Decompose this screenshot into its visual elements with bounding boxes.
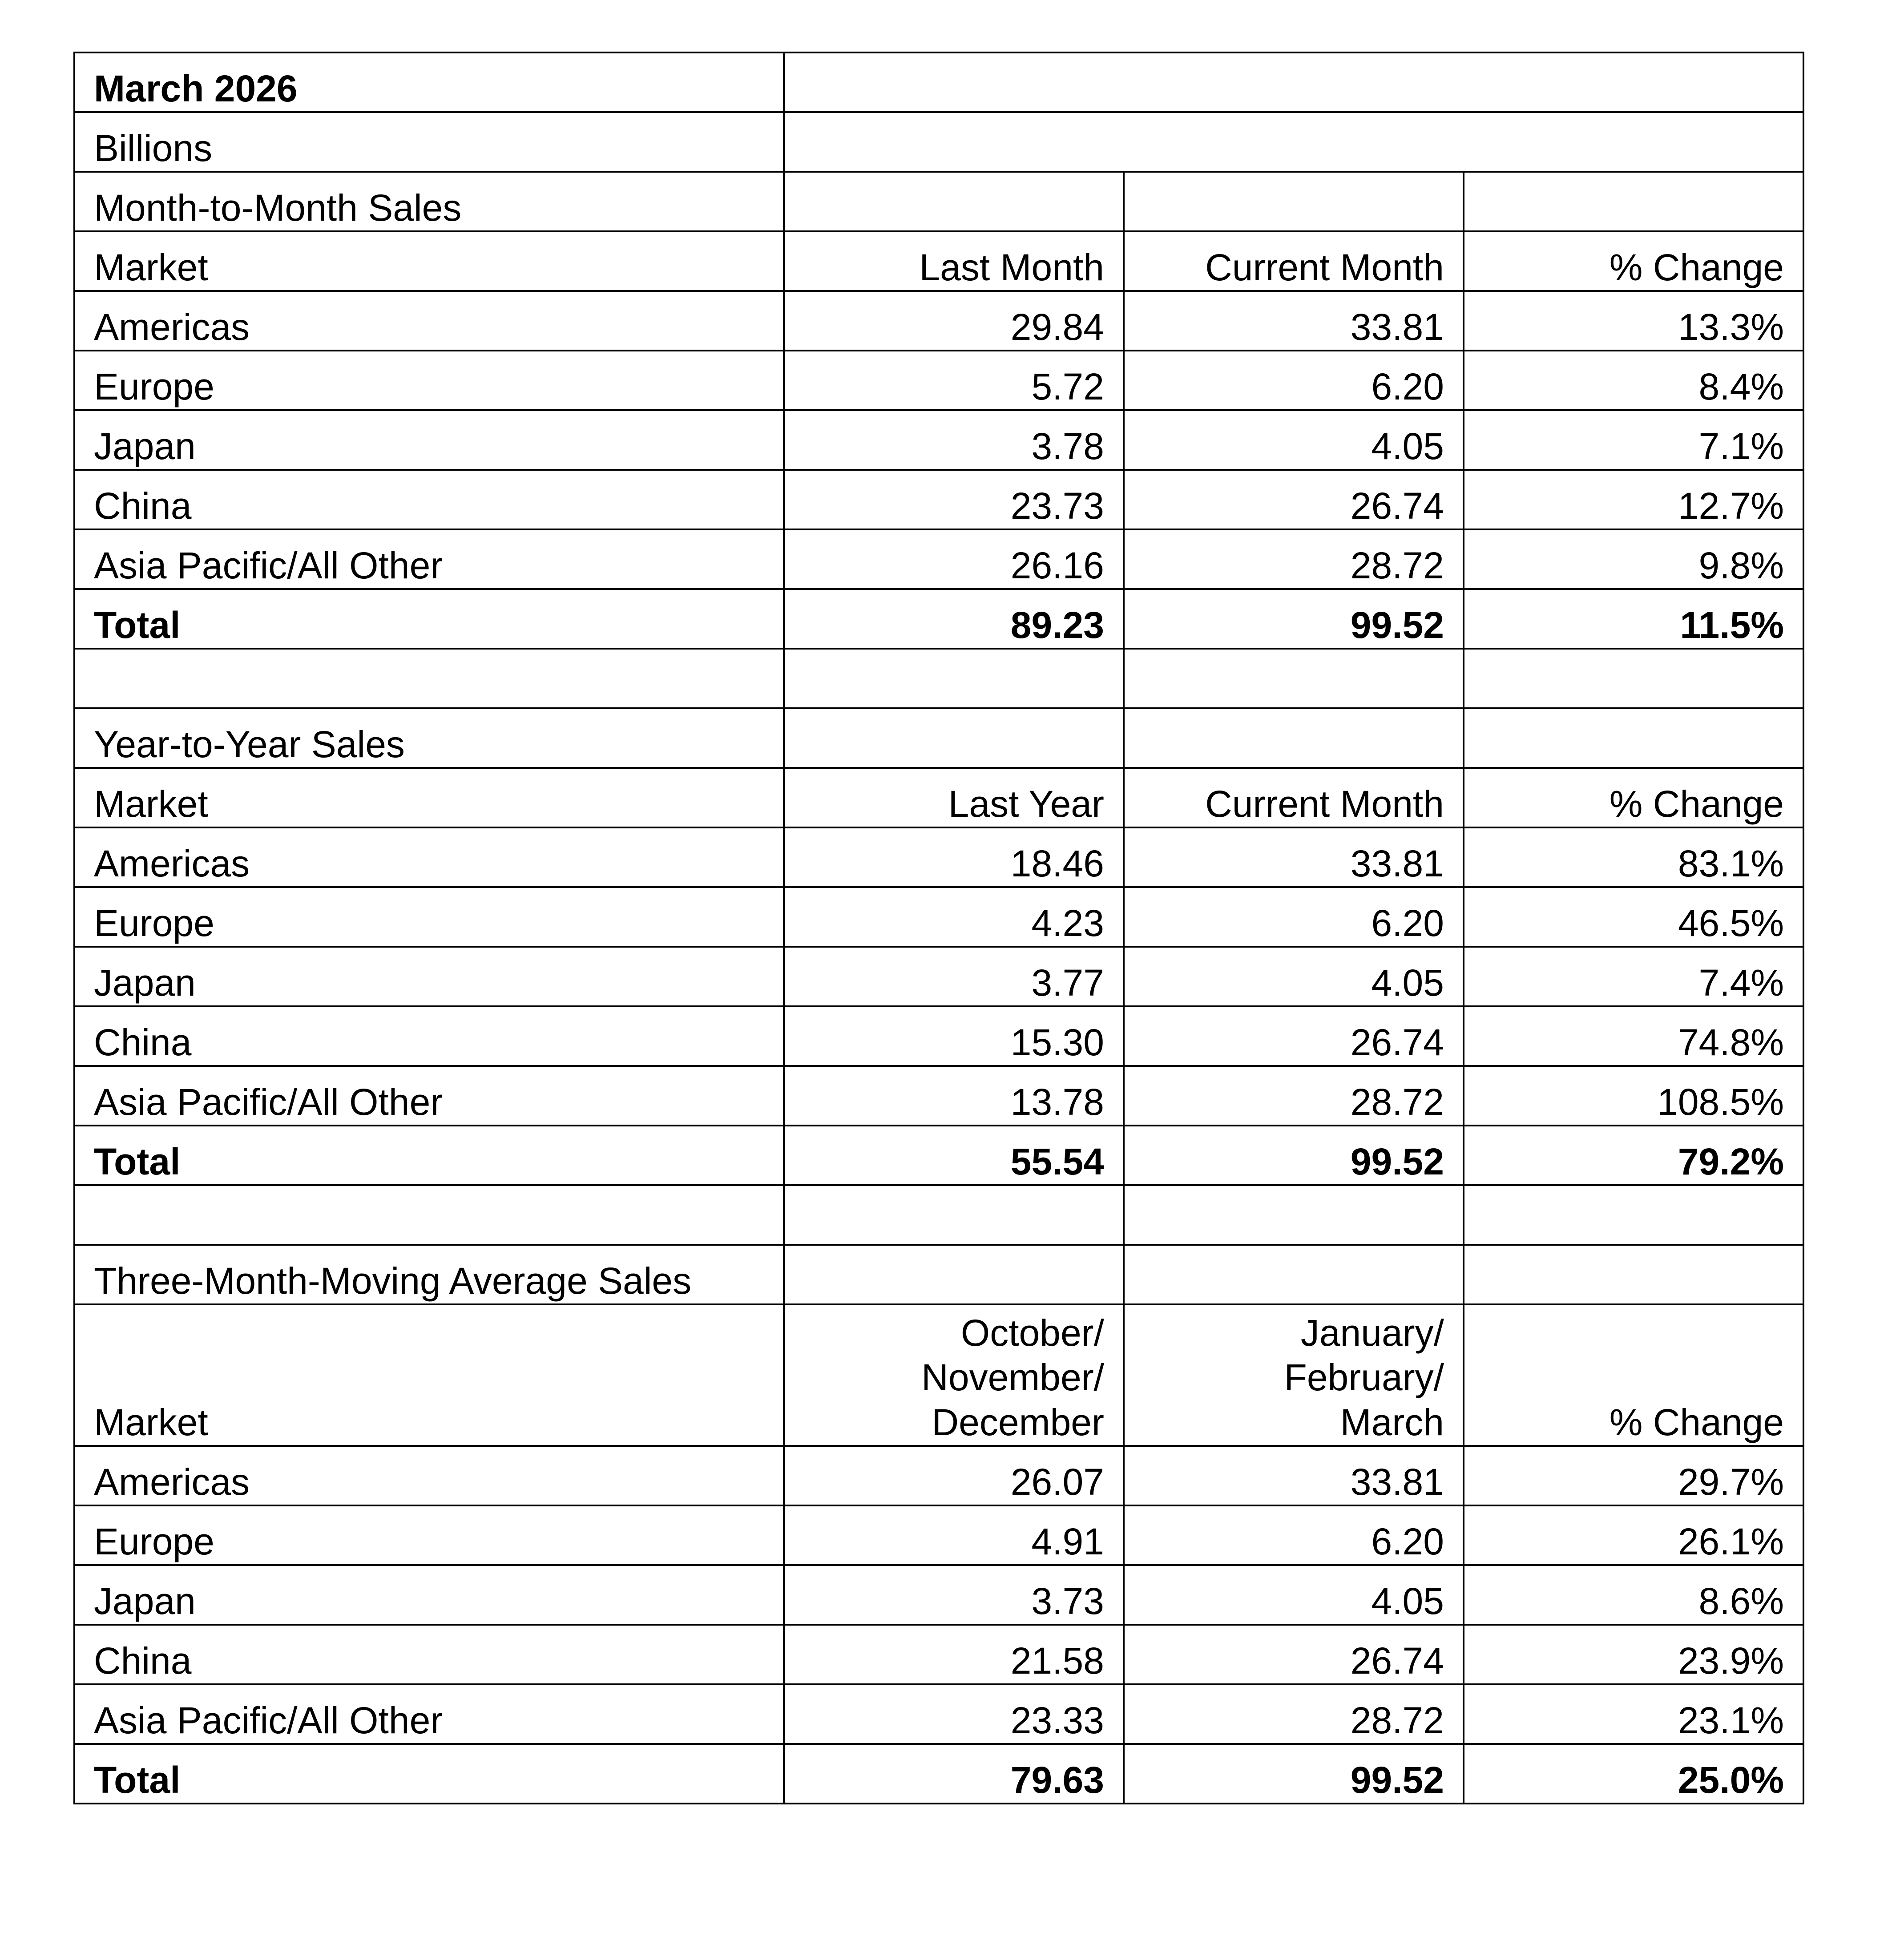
column-header-current-value: Current Month <box>1124 768 1464 827</box>
empty-cell <box>784 1185 1124 1245</box>
cell-market: Japan <box>74 947 784 1006</box>
column-header-percent-change: % Change <box>1464 768 1803 827</box>
table-row <box>74 1006 1803 1066</box>
cell-current-value: 6.20 <box>1124 1505 1464 1565</box>
cell-prior-value: 13.78 <box>784 1066 1124 1126</box>
cell-prior-value: 15.30 <box>784 1006 1124 1066</box>
cell-prior-value: 21.58 <box>784 1625 1124 1684</box>
column-header-prior-value-line: November/ <box>921 1356 1104 1399</box>
cell-prior-value: 4.23 <box>784 887 1124 947</box>
column-header-current-value-line: February/ <box>1284 1356 1444 1399</box>
column-header-market: Market <box>74 768 784 827</box>
column-header-prior-value-line: October/ <box>960 1312 1104 1354</box>
table-row <box>74 291 1803 351</box>
unit-label: Billions <box>74 112 784 172</box>
cell-percent-change: 13.3% <box>1464 291 1803 351</box>
empty-cell <box>1124 1245 1464 1304</box>
cell-percent-change: 83.1% <box>1464 827 1803 887</box>
column-header-current-value-line: January/ <box>1300 1312 1444 1354</box>
cell-prior-value: 18.46 <box>784 827 1124 887</box>
cell-prior-value: 5.72 <box>784 351 1124 410</box>
cell-prior-value: 4.91 <box>784 1505 1124 1565</box>
total-current-value: 99.52 <box>1124 589 1464 649</box>
total-market: Total <box>74 1126 784 1185</box>
cell-market: Americas <box>74 291 784 351</box>
table-row <box>74 1505 1803 1565</box>
section-heading-row <box>74 708 1803 768</box>
empty-cell <box>1464 649 1803 708</box>
cell-current-value: 33.81 <box>1124 1446 1464 1505</box>
cell-current-value: 26.74 <box>1124 1006 1464 1066</box>
cell-market: Asia Pacific/All Other <box>74 529 784 589</box>
column-header-row <box>74 768 1803 827</box>
cell-prior-value: 3.73 <box>784 1565 1124 1625</box>
empty-cell <box>1464 1245 1803 1304</box>
total-percent-change: 25.0% <box>1464 1744 1803 1804</box>
empty-cell <box>1464 172 1803 231</box>
total-market: Total <box>74 1744 784 1804</box>
cell-current-value: 4.05 <box>1124 1565 1464 1625</box>
column-header-market: Market <box>74 1304 784 1446</box>
table-row <box>74 827 1803 887</box>
empty-cell <box>784 1245 1124 1304</box>
cell-market: Asia Pacific/All Other <box>74 1066 784 1126</box>
empty-cell <box>74 1185 784 1245</box>
cell-market: China <box>74 470 784 529</box>
cell-percent-change: 108.5% <box>1464 1066 1803 1126</box>
cell-current-value: 26.74 <box>1124 470 1464 529</box>
cell-prior-value: 26.16 <box>784 529 1124 589</box>
cell-prior-value: 26.07 <box>784 1446 1124 1505</box>
cell-current-value: 28.72 <box>1124 1684 1464 1744</box>
cell-market: China <box>74 1625 784 1684</box>
title-row-empty-cell <box>784 52 1803 112</box>
empty-cell <box>1124 1185 1464 1245</box>
total-prior-value: 89.23 <box>784 589 1124 649</box>
cell-current-value: 4.05 <box>1124 947 1464 1006</box>
spacer-row <box>74 649 1803 708</box>
total-current-value: 99.52 <box>1124 1126 1464 1185</box>
empty-cell <box>1464 708 1803 768</box>
column-header-prior-value: Last Month <box>784 231 1124 291</box>
cell-market: Japan <box>74 410 784 470</box>
report-title: March 2026 <box>74 52 784 112</box>
cell-market: Europe <box>74 351 784 410</box>
cell-current-value: 33.81 <box>1124 291 1464 351</box>
cell-current-value: 26.74 <box>1124 1625 1464 1684</box>
table-row <box>74 1565 1803 1625</box>
empty-cell <box>74 649 784 708</box>
column-header-percent-change: % Change <box>1464 1304 1803 1446</box>
cell-current-value: 33.81 <box>1124 827 1464 887</box>
cell-percent-change: 74.8% <box>1464 1006 1803 1066</box>
cell-prior-value: 23.33 <box>784 1684 1124 1744</box>
total-market: Total <box>74 589 784 649</box>
empty-cell <box>784 649 1124 708</box>
empty-cell <box>1124 172 1464 231</box>
total-row <box>74 1744 1803 1804</box>
table-row <box>74 1446 1803 1505</box>
column-header-row <box>74 1304 1803 1446</box>
cell-market: Europe <box>74 1505 784 1565</box>
table-row <box>74 947 1803 1006</box>
column-header-row <box>74 231 1803 291</box>
cell-market: Asia Pacific/All Other <box>74 1684 784 1744</box>
cell-percent-change: 7.1% <box>1464 410 1803 470</box>
table-row <box>74 887 1803 947</box>
cell-percent-change: 29.7% <box>1464 1446 1803 1505</box>
empty-cell <box>1464 1185 1803 1245</box>
empty-cell <box>784 708 1124 768</box>
cell-market: Americas <box>74 1446 784 1505</box>
table-row <box>74 351 1803 410</box>
cell-prior-value: 23.73 <box>784 470 1124 529</box>
cell-percent-change: 23.1% <box>1464 1684 1803 1744</box>
column-header-prior-value: Last Year <box>784 768 1124 827</box>
cell-current-value: 4.05 <box>1124 410 1464 470</box>
column-header-prior-value-line: December <box>932 1401 1104 1444</box>
sales-table <box>73 52 1804 1804</box>
total-prior-value: 55.54 <box>784 1126 1124 1185</box>
column-header-market: Market <box>74 231 784 291</box>
table-row <box>74 1625 1803 1684</box>
table-row <box>74 410 1803 470</box>
total-percent-change: 11.5% <box>1464 589 1803 649</box>
cell-market: Americas <box>74 827 784 887</box>
cell-market: China <box>74 1006 784 1066</box>
total-prior-value: 79.63 <box>784 1744 1124 1804</box>
cell-current-value: 6.20 <box>1124 887 1464 947</box>
cell-percent-change: 12.7% <box>1464 470 1803 529</box>
cell-market: Europe <box>74 887 784 947</box>
title-row <box>74 52 1803 112</box>
cell-percent-change: 8.4% <box>1464 351 1803 410</box>
cell-prior-value: 3.78 <box>784 410 1124 470</box>
cell-percent-change: 26.1% <box>1464 1505 1803 1565</box>
cell-prior-value: 3.77 <box>784 947 1124 1006</box>
total-row <box>74 1126 1803 1185</box>
cell-current-value: 28.72 <box>1124 529 1464 589</box>
cell-percent-change: 8.6% <box>1464 1565 1803 1625</box>
section-heading-row <box>74 1245 1803 1304</box>
empty-cell <box>1124 649 1464 708</box>
cell-market: Japan <box>74 1565 784 1625</box>
section-heading-row <box>74 172 1803 231</box>
section-heading: Three-Month-Moving Average Sales <box>74 1245 784 1304</box>
section-heading: Year-to-Year Sales <box>74 708 784 768</box>
total-percent-change: 79.2% <box>1464 1126 1803 1185</box>
empty-cell <box>784 172 1124 231</box>
total-current-value: 99.52 <box>1124 1744 1464 1804</box>
cell-percent-change: 23.9% <box>1464 1625 1803 1684</box>
empty-cell <box>1124 708 1464 768</box>
cell-percent-change: 9.8% <box>1464 529 1803 589</box>
column-header-current-value-line: March <box>1340 1401 1444 1444</box>
cell-current-value: 28.72 <box>1124 1066 1464 1126</box>
cell-prior-value: 29.84 <box>784 291 1124 351</box>
table-row <box>74 470 1803 529</box>
table-row <box>74 529 1803 589</box>
section-heading: Month-to-Month Sales <box>74 172 784 231</box>
cell-percent-change: 7.4% <box>1464 947 1803 1006</box>
table-row <box>74 1684 1803 1744</box>
unit-row <box>74 112 1803 172</box>
unit-row-empty-cell <box>784 112 1803 172</box>
cell-percent-change: 46.5% <box>1464 887 1803 947</box>
spacer-row <box>74 1185 1803 1245</box>
cell-current-value: 6.20 <box>1124 351 1464 410</box>
column-header-prior-value <box>784 1304 1124 1446</box>
column-header-current-value <box>1124 1304 1464 1446</box>
column-header-percent-change: % Change <box>1464 231 1803 291</box>
column-header-current-value: Current Month <box>1124 231 1464 291</box>
total-row <box>74 589 1803 649</box>
table-row <box>74 1066 1803 1126</box>
